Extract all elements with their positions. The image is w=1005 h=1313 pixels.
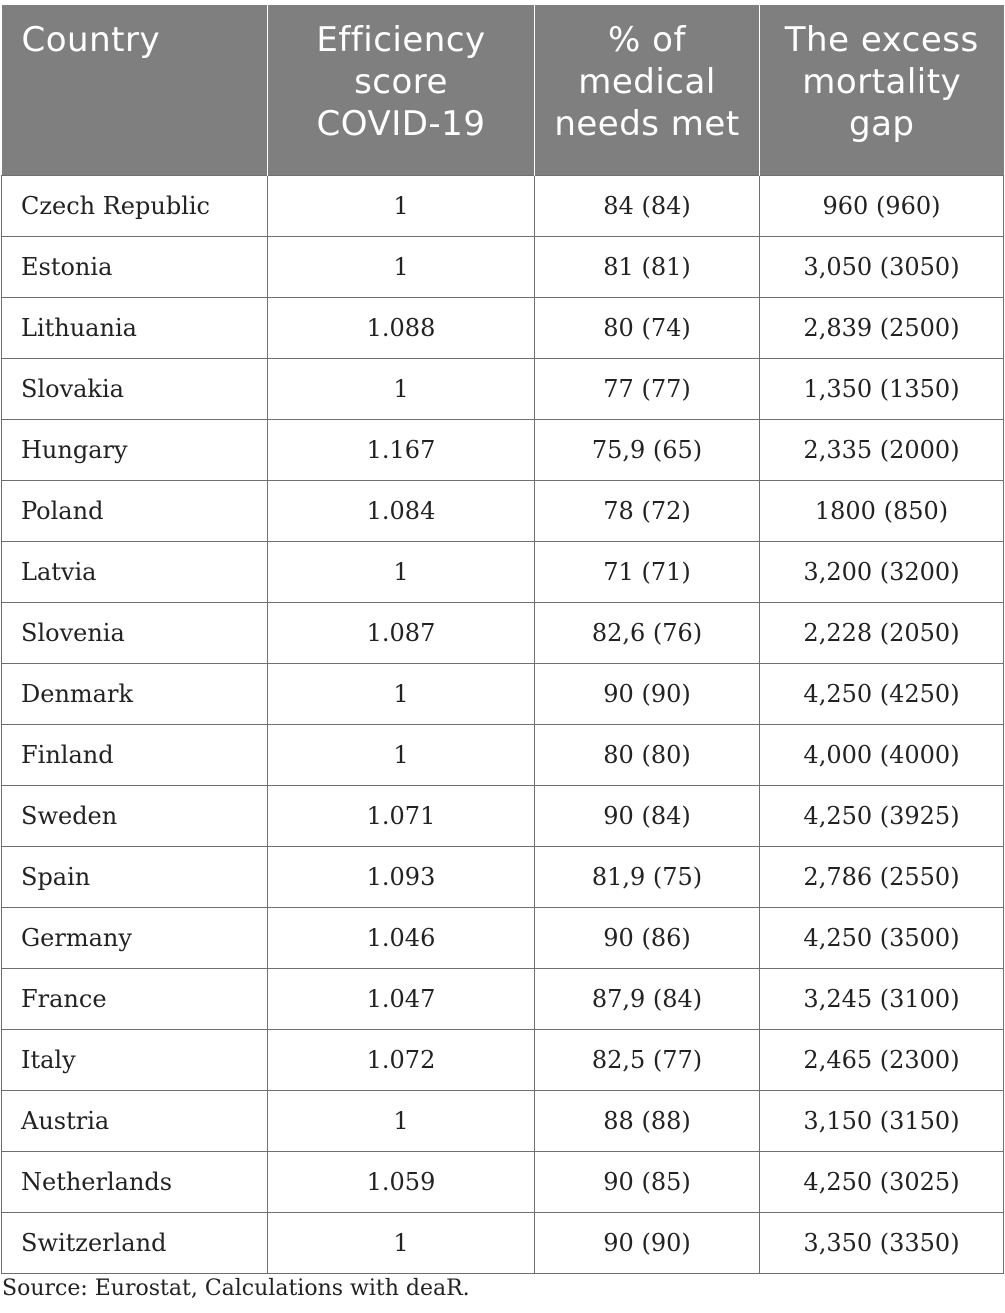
cell-efficiency-score: 1 <box>268 664 535 725</box>
cell-country: Slovenia <box>2 603 268 664</box>
cell-country: Spain <box>2 847 268 908</box>
cell-medical-needs-met: 87,9 (84) <box>535 969 760 1030</box>
cell-medical-needs-met: 71 (71) <box>535 542 760 603</box>
cell-country: Slovakia <box>2 359 268 420</box>
cell-excess-mortality-gap: 3,050 (3050) <box>760 237 1004 298</box>
cell-country: France <box>2 969 268 1030</box>
header-country: Country <box>2 5 268 176</box>
cell-excess-mortality-gap: 2,228 (2050) <box>760 603 1004 664</box>
table-row <box>2 542 1004 603</box>
cell-medical-needs-met: 78 (72) <box>535 481 760 542</box>
table-row <box>2 359 1004 420</box>
cell-excess-mortality-gap: 4,250 (3025) <box>760 1152 1004 1213</box>
cell-medical-needs-met: 80 (74) <box>535 298 760 359</box>
table-row <box>2 1091 1004 1152</box>
table-row <box>2 603 1004 664</box>
cell-excess-mortality-gap: 3,200 (3200) <box>760 542 1004 603</box>
cell-efficiency-score: 1.071 <box>268 786 535 847</box>
cell-medical-needs-met: 84 (84) <box>535 176 760 237</box>
cell-medical-needs-met: 90 (90) <box>535 664 760 725</box>
cell-excess-mortality-gap: 1,350 (1350) <box>760 359 1004 420</box>
cell-medical-needs-met: 90 (85) <box>535 1152 760 1213</box>
table-row <box>2 481 1004 542</box>
cell-country: Lithuania <box>2 298 268 359</box>
cell-efficiency-score: 1 <box>268 1091 535 1152</box>
cell-medical-needs-met: 75,9 (65) <box>535 420 760 481</box>
cell-medical-needs-met: 81 (81) <box>535 237 760 298</box>
data-table <box>1 5 1004 1274</box>
header-excess-mortality-gap: The excess mortality gap <box>760 5 1004 176</box>
cell-efficiency-score: 1.072 <box>268 1030 535 1091</box>
cell-country: Italy <box>2 1030 268 1091</box>
cell-excess-mortality-gap: 3,350 (3350) <box>760 1213 1004 1274</box>
table-row <box>2 1213 1004 1274</box>
table-row <box>2 298 1004 359</box>
cell-medical-needs-met: 77 (77) <box>535 359 760 420</box>
cell-efficiency-score: 1.059 <box>268 1152 535 1213</box>
header-efficiency-score: Efficiency score COVID-19 <box>268 5 535 176</box>
cell-medical-needs-met: 90 (90) <box>535 1213 760 1274</box>
cell-excess-mortality-gap: 2,465 (2300) <box>760 1030 1004 1091</box>
cell-efficiency-score: 1 <box>268 176 535 237</box>
cell-efficiency-score: 1 <box>268 1213 535 1274</box>
table-row <box>2 725 1004 786</box>
cell-excess-mortality-gap: 2,335 (2000) <box>760 420 1004 481</box>
cell-excess-mortality-gap: 3,245 (3100) <box>760 969 1004 1030</box>
cell-country: Finland <box>2 725 268 786</box>
cell-country: Switzerland <box>2 1213 268 1274</box>
cell-medical-needs-met: 80 (80) <box>535 725 760 786</box>
cell-excess-mortality-gap: 4,250 (3500) <box>760 908 1004 969</box>
cell-country: Sweden <box>2 786 268 847</box>
cell-excess-mortality-gap: 2,839 (2500) <box>760 298 1004 359</box>
table-row <box>2 786 1004 847</box>
cell-country: Austria <box>2 1091 268 1152</box>
table-row <box>2 237 1004 298</box>
header-medical-needs-met: % of medical needs met <box>535 5 760 176</box>
cell-efficiency-score: 1.088 <box>268 298 535 359</box>
cell-efficiency-score: 1.167 <box>268 420 535 481</box>
cell-country: Netherlands <box>2 1152 268 1213</box>
cell-country: Czech Republic <box>2 176 268 237</box>
cell-efficiency-score: 1 <box>268 359 535 420</box>
table-row <box>2 176 1004 237</box>
cell-excess-mortality-gap: 2,786 (2550) <box>760 847 1004 908</box>
cell-medical-needs-met: 82,5 (77) <box>535 1030 760 1091</box>
cell-efficiency-score: 1.046 <box>268 908 535 969</box>
cell-medical-needs-met: 90 (86) <box>535 908 760 969</box>
cell-medical-needs-met: 82,6 (76) <box>535 603 760 664</box>
source-note: Source: Eurostat, Calculations with deaR. <box>2 1276 470 1301</box>
cell-medical-needs-met: 90 (84) <box>535 786 760 847</box>
cell-excess-mortality-gap: 1800 (850) <box>760 481 1004 542</box>
cell-efficiency-score: 1.087 <box>268 603 535 664</box>
table-row <box>2 847 1004 908</box>
cell-medical-needs-met: 81,9 (75) <box>535 847 760 908</box>
cell-country: Latvia <box>2 542 268 603</box>
cell-medical-needs-met: 88 (88) <box>535 1091 760 1152</box>
table-body <box>2 176 1004 1274</box>
cell-excess-mortality-gap: 4,250 (3925) <box>760 786 1004 847</box>
table-row <box>2 664 1004 725</box>
table-header <box>2 5 1004 176</box>
cell-country: Germany <box>2 908 268 969</box>
cell-excess-mortality-gap: 960 (960) <box>760 176 1004 237</box>
table-row <box>2 420 1004 481</box>
table-row <box>2 969 1004 1030</box>
table-row <box>2 1152 1004 1213</box>
cell-excess-mortality-gap: 3,150 (3150) <box>760 1091 1004 1152</box>
cell-efficiency-score: 1.084 <box>268 481 535 542</box>
table-row <box>2 908 1004 969</box>
cell-excess-mortality-gap: 4,250 (4250) <box>760 664 1004 725</box>
cell-country: Estonia <box>2 237 268 298</box>
cell-efficiency-score: 1.047 <box>268 969 535 1030</box>
cell-efficiency-score: 1 <box>268 237 535 298</box>
cell-country: Hungary <box>2 420 268 481</box>
table-row <box>2 1030 1004 1091</box>
cell-country: Denmark <box>2 664 268 725</box>
cell-country: Poland <box>2 481 268 542</box>
cell-efficiency-score: 1.093 <box>268 847 535 908</box>
cell-efficiency-score: 1 <box>268 542 535 603</box>
cell-excess-mortality-gap: 4,000 (4000) <box>760 725 1004 786</box>
cell-efficiency-score: 1 <box>268 725 535 786</box>
